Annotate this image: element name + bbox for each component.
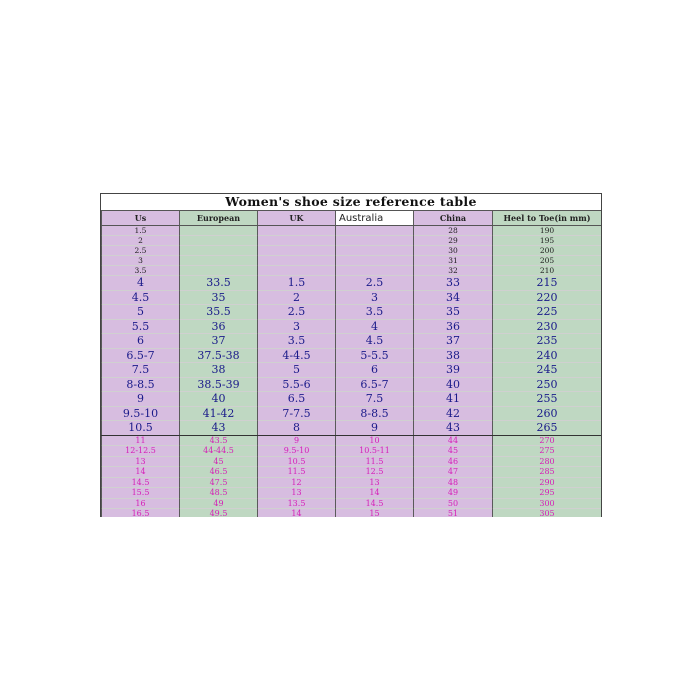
header-australia: Australia [336,211,414,226]
table-row [102,290,602,305]
table-cell [180,266,258,276]
table-cell: 40 [414,377,493,392]
header-row [102,211,602,226]
table-cell: 270 [493,435,602,446]
table-row [102,348,602,363]
table-cell: 6 [336,363,414,378]
table-row [102,276,602,291]
table-cell: 5 [258,363,336,378]
table-cell [180,256,258,266]
table-cell: 32 [414,266,493,276]
table-cell: 41-42 [180,406,258,421]
table-cell: 33.5 [180,276,258,291]
table-cell: 305 [493,509,602,518]
table-cell: 47 [414,467,493,478]
table-cell [336,236,414,246]
table-cell: 35 [414,305,493,320]
table-cell: 31 [414,256,493,266]
table-row [102,226,602,236]
table-cell: 12-12.5 [102,446,180,457]
table-cell [258,236,336,246]
table-cell: 35 [180,290,258,305]
table-cell: 42 [414,406,493,421]
size-table [101,211,602,517]
table-cell: 215 [493,276,602,291]
table-row [102,477,602,488]
table-cell: 13 [258,488,336,499]
table-cell: 10 [336,435,414,446]
table-cell: 30 [414,246,493,256]
table-cell: 4.5 [102,290,180,305]
table-cell: 7-7.5 [258,406,336,421]
table-cell: 39 [414,363,493,378]
table-row [102,236,602,246]
table-cell [336,266,414,276]
table-cell: 37 [414,334,493,349]
table-cell: 12.5 [336,467,414,478]
table-cell: 8 [258,421,336,436]
table-row [102,406,602,421]
table-cell: 4 [102,276,180,291]
table-cell: 1.5 [258,276,336,291]
table-cell: 40 [180,392,258,407]
table-cell: 15 [336,509,414,518]
table-cell: 3 [102,256,180,266]
table-cell: 45 [180,456,258,467]
table-row [102,498,602,509]
table-cell: 13 [336,477,414,488]
table-cell: 44-44.5 [180,446,258,457]
header-heel-to-toe: Heel to Toe(in mm) [493,211,602,226]
table-cell: 4 [336,319,414,334]
table-row [102,377,602,392]
table-cell [180,246,258,256]
table-row [102,392,602,407]
table-cell: 235 [493,334,602,349]
table-cell: 16.5 [102,509,180,518]
table-cell: 48 [414,477,493,488]
table-cell: 10.5 [258,456,336,467]
table-cell: 5.5 [102,319,180,334]
table-cell: 8-8.5 [102,377,180,392]
table-row [102,467,602,478]
table-cell: 4.5 [336,334,414,349]
table-row [102,266,602,276]
table-cell: 295 [493,488,602,499]
table-cell: 3.5 [102,266,180,276]
table-cell: 8-8.5 [336,406,414,421]
table-row [102,509,602,518]
table-cell: 49 [180,498,258,509]
table-cell: 245 [493,363,602,378]
table-row [102,319,602,334]
table-cell [258,226,336,236]
table-cell: 11 [102,435,180,446]
table-cell: 4-4.5 [258,348,336,363]
table-cell: 10.5 [102,421,180,436]
table-cell: 200 [493,246,602,256]
table-cell: 38 [180,363,258,378]
table-cell: 2.5 [102,246,180,256]
table-row [102,246,602,256]
table-cell: 36 [180,319,258,334]
table-cell: 37.5-38 [180,348,258,363]
table-cell: 14 [258,509,336,518]
table-cell: 255 [493,392,602,407]
table-cell: 43.5 [180,435,258,446]
table-cell: 36 [414,319,493,334]
table-cell: 5 [102,305,180,320]
table-cell: 7.5 [336,392,414,407]
table-cell: 265 [493,421,602,436]
header-uk: UK [258,211,336,226]
table-cell: 11.5 [258,467,336,478]
table-cell: 14.5 [102,477,180,488]
table-cell: 14 [102,467,180,478]
table-cell: 9.5-10 [258,446,336,457]
table-cell: 45 [414,446,493,457]
table-cell: 3.5 [258,334,336,349]
table-cell: 3.5 [336,305,414,320]
table-cell: 230 [493,319,602,334]
table-cell [258,246,336,256]
table-cell: 50 [414,498,493,509]
table-cell: 49.5 [180,509,258,518]
table-row [102,488,602,499]
table-row [102,421,602,436]
table-cell: 43 [414,421,493,436]
table-cell: 13.5 [258,498,336,509]
table-cell: 15.5 [102,488,180,499]
table-cell: 225 [493,305,602,320]
table-cell: 9 [258,435,336,446]
table-cell: 44 [414,435,493,446]
table-cell: 14 [336,488,414,499]
table-cell: 51 [414,509,493,518]
table-row [102,334,602,349]
table-cell: 35.5 [180,305,258,320]
table-cell: 46 [414,456,493,467]
table-cell: 13 [102,456,180,467]
table-cell: 3 [336,290,414,305]
table-cell: 14.5 [336,498,414,509]
table-cell: 6 [102,334,180,349]
table-cell: 1.5 [102,226,180,236]
table-row [102,446,602,457]
table-cell: 2 [102,236,180,246]
table-cell: 28 [414,226,493,236]
table-cell: 43 [180,421,258,436]
table-cell: 41 [414,392,493,407]
table-cell: 33 [414,276,493,291]
table-cell: 190 [493,226,602,236]
table-cell: 11.5 [336,456,414,467]
header-china: China [414,211,493,226]
table-cell: 12 [258,477,336,488]
table-cell: 34 [414,290,493,305]
table-cell: 9 [336,421,414,436]
table-cell: 260 [493,406,602,421]
table-cell: 195 [493,236,602,246]
table-row [102,456,602,467]
table-cell: 220 [493,290,602,305]
table-cell: 10.5-11 [336,446,414,457]
table-cell: 47.5 [180,477,258,488]
table-cell [180,236,258,246]
table-cell: 280 [493,456,602,467]
table-cell: 2.5 [258,305,336,320]
table-cell: 275 [493,446,602,457]
table-cell: 5-5.5 [336,348,414,363]
table-cell [180,226,258,236]
table-cell: 3 [258,319,336,334]
table-cell: 9 [102,392,180,407]
table-cell [336,226,414,236]
table-cell: 240 [493,348,602,363]
table-cell: 210 [493,266,602,276]
table-cell: 9.5-10 [102,406,180,421]
table-cell: 285 [493,467,602,478]
table-cell: 29 [414,236,493,246]
table-row [102,256,602,266]
table-cell: 16 [102,498,180,509]
table-cell: 290 [493,477,602,488]
header-european: European [180,211,258,226]
header-us: Us [102,211,180,226]
table-cell: 46.5 [180,467,258,478]
table-cell: 37 [180,334,258,349]
table-row [102,363,602,378]
table-cell: 48.5 [180,488,258,499]
table-row [102,435,602,446]
table-cell [258,256,336,266]
table-title: Women's shoe size reference table [101,194,601,211]
table-cell: 49 [414,488,493,499]
table-cell: 38 [414,348,493,363]
table-cell: 7.5 [102,363,180,378]
table-cell [336,246,414,256]
table-cell: 2 [258,290,336,305]
table-cell: 38.5-39 [180,377,258,392]
table-cell [336,256,414,266]
table-cell: 6.5-7 [336,377,414,392]
table-cell: 6.5 [258,392,336,407]
table-cell: 2.5 [336,276,414,291]
size-chart-sheet [100,193,602,517]
table-cell: 250 [493,377,602,392]
table-row [102,305,602,320]
table-cell [258,266,336,276]
table-cell: 205 [493,256,602,266]
table-cell: 5.5-6 [258,377,336,392]
table-cell: 6.5-7 [102,348,180,363]
table-cell: 300 [493,498,602,509]
